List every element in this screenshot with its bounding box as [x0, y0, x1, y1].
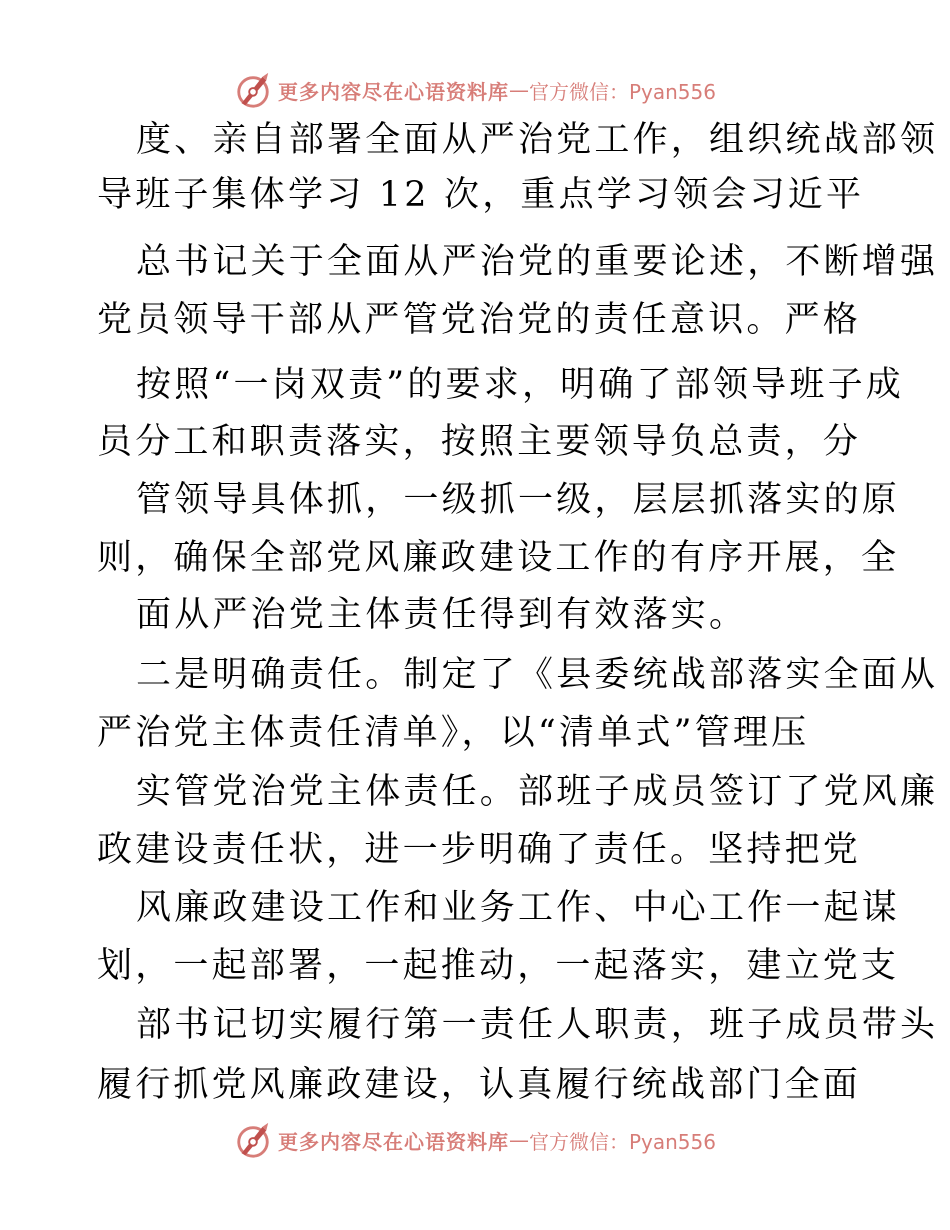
- watermark-text: 更多内容尽在心语资料库: [277, 1129, 509, 1154]
- text-line: 管领导具体抓，一级抓一级，层层抓落实的原: [136, 480, 901, 520]
- footer-watermark: [0, 1120, 950, 1160]
- text-line: 二是明确责任。制定了《县委统战部落实全面从: [136, 655, 939, 695]
- text-line: 度、亲自部署全面从严治党工作，组织统战部领: [136, 120, 939, 160]
- text-line: 总书记关于全面从严治党的重要论述，不断增强: [136, 242, 939, 282]
- text-line: 划，一起部署，一起推动，一起落实，建立党支: [97, 946, 900, 986]
- text-line: 实管党治党主体责任。部班子成员签订了党风廉: [136, 772, 939, 812]
- watermark-text: 更多内容尽在心语资料库: [277, 79, 509, 104]
- watermark-contact: 官方微信：Pyan556: [528, 79, 716, 104]
- text-line: 履行抓党风廉政建设，认真履行统战部门全面: [97, 1065, 862, 1105]
- quill-pen-logo-icon: [234, 71, 272, 109]
- text-line: 员分工和职责落实，按照主要领导负总责，分: [97, 422, 862, 462]
- text-line: 党员领导干部从严管党治党的责任意识。严格: [97, 300, 862, 340]
- text-line: 风廉政建设工作和业务工作、中心工作一起谋: [136, 888, 901, 928]
- watermark-separator: —: [508, 1128, 529, 1152]
- text-line: 按照“一岗双责”的要求，明确了部领导班子成: [136, 365, 904, 405]
- text-line: 导班子集体学习 12 次，重点学习领会习近平: [97, 175, 865, 215]
- text-line: 部书记切实履行第一责任人职责，班子成员带头: [136, 1005, 939, 1045]
- text-line: 严治党主体责任清单》，以“清单式”管理压: [97, 713, 810, 753]
- watermark-contact: 官方微信：Pyan556: [528, 1129, 716, 1154]
- header-watermark: [0, 70, 950, 110]
- quill-pen-logo-icon: [234, 1121, 272, 1159]
- text-line: 政建设责任状，进一步明确了责任。坚持把党: [97, 830, 862, 870]
- watermark-separator: —: [508, 78, 529, 102]
- text-line: 面从严治党主体责任得到有效落实。: [136, 595, 748, 635]
- text-line: 则，确保全部党风廉政建设工作的有序开展，全: [97, 538, 900, 578]
